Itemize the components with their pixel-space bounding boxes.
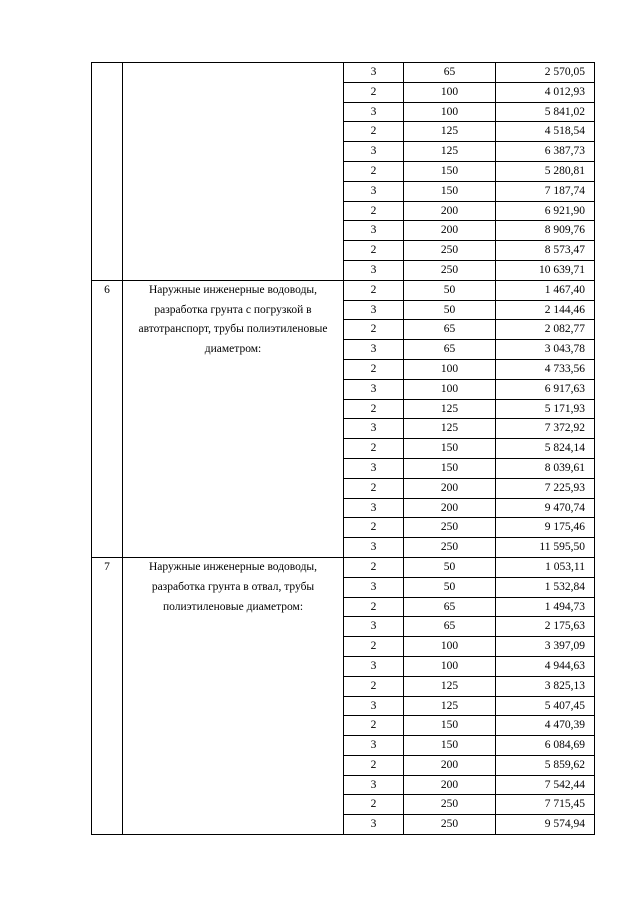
diameter-cell: 100	[404, 379, 496, 399]
price-cell: 3 043,78	[496, 340, 595, 360]
diameter-cell: 150	[404, 736, 496, 756]
category-cell: 3	[344, 102, 404, 122]
diameter-cell: 200	[404, 221, 496, 241]
price-cell: 1 053,11	[496, 557, 595, 577]
price-cell: 7 187,74	[496, 181, 595, 201]
category-cell: 2	[344, 597, 404, 617]
diameter-cell: 200	[404, 775, 496, 795]
category-cell: 3	[344, 379, 404, 399]
table-row	[92, 280, 595, 300]
diameter-cell: 200	[404, 498, 496, 518]
price-cell: 1 467,40	[496, 280, 595, 300]
price-cell: 9 175,46	[496, 518, 595, 538]
price-table-body	[92, 63, 595, 835]
price-cell: 7 542,44	[496, 775, 595, 795]
diameter-cell: 250	[404, 260, 496, 280]
diameter-cell: 100	[404, 637, 496, 657]
category-cell: 3	[344, 458, 404, 478]
category-cell: 3	[344, 260, 404, 280]
category-cell: 2	[344, 439, 404, 459]
price-cell: 6 084,69	[496, 736, 595, 756]
price-cell: 5 280,81	[496, 161, 595, 181]
price-cell: 4 944,63	[496, 656, 595, 676]
diameter-cell: 65	[404, 63, 496, 83]
price-cell: 4 470,39	[496, 716, 595, 736]
category-cell: 3	[344, 577, 404, 597]
price-cell: 1 532,84	[496, 577, 595, 597]
price-cell: 4 012,93	[496, 82, 595, 102]
diameter-cell: 200	[404, 201, 496, 221]
diameter-cell: 125	[404, 419, 496, 439]
price-cell: 3 825,13	[496, 676, 595, 696]
category-cell: 3	[344, 181, 404, 201]
table-row	[92, 63, 595, 83]
diameter-cell: 200	[404, 755, 496, 775]
category-cell: 3	[344, 696, 404, 716]
category-cell: 2	[344, 755, 404, 775]
price-cell: 6 387,73	[496, 142, 595, 162]
category-cell: 3	[344, 775, 404, 795]
diameter-cell: 65	[404, 320, 496, 340]
diameter-cell: 150	[404, 716, 496, 736]
diameter-cell: 125	[404, 142, 496, 162]
diameter-cell: 250	[404, 538, 496, 558]
category-cell: 3	[344, 221, 404, 241]
price-cell: 7 225,93	[496, 478, 595, 498]
category-cell: 2	[344, 716, 404, 736]
price-cell: 9 574,94	[496, 815, 595, 835]
price-cell: 6 917,63	[496, 379, 595, 399]
category-cell: 2	[344, 795, 404, 815]
category-cell: 2	[344, 320, 404, 340]
price-cell: 8 573,47	[496, 241, 595, 261]
price-cell: 6 921,90	[496, 201, 595, 221]
price-cell: 3 397,09	[496, 637, 595, 657]
diameter-cell: 65	[404, 597, 496, 617]
category-cell: 2	[344, 399, 404, 419]
category-cell: 3	[344, 300, 404, 320]
price-cell: 8 909,76	[496, 221, 595, 241]
diameter-cell: 250	[404, 518, 496, 538]
category-cell: 2	[344, 122, 404, 142]
diameter-cell: 125	[404, 676, 496, 696]
price-cell: 7 715,45	[496, 795, 595, 815]
price-cell: 5 859,62	[496, 755, 595, 775]
category-cell: 3	[344, 419, 404, 439]
diameter-cell: 125	[404, 399, 496, 419]
diameter-cell: 50	[404, 280, 496, 300]
item-description: Наружные инженерные водоводы, разработка грунта в отвал, трубы полиэтиленовые диаметром:	[123, 557, 344, 834]
diameter-cell: 150	[404, 439, 496, 459]
item-number: 6	[92, 280, 123, 557]
category-cell: 2	[344, 478, 404, 498]
item-description	[123, 63, 344, 281]
diameter-cell: 100	[404, 656, 496, 676]
item-number	[92, 63, 123, 281]
category-cell: 2	[344, 201, 404, 221]
category-cell: 2	[344, 161, 404, 181]
category-cell: 3	[344, 656, 404, 676]
category-cell: 3	[344, 736, 404, 756]
item-number: 7	[92, 557, 123, 834]
diameter-cell: 150	[404, 161, 496, 181]
diameter-cell: 200	[404, 478, 496, 498]
table-row	[92, 557, 595, 577]
price-cell: 2 082,77	[496, 320, 595, 340]
price-cell: 5 841,02	[496, 102, 595, 122]
price-cell: 5 824,14	[496, 439, 595, 459]
price-cell: 2 144,46	[496, 300, 595, 320]
price-cell: 9 470,74	[496, 498, 595, 518]
category-cell: 2	[344, 518, 404, 538]
category-cell: 2	[344, 82, 404, 102]
category-cell: 2	[344, 280, 404, 300]
diameter-cell: 50	[404, 557, 496, 577]
diameter-cell: 100	[404, 82, 496, 102]
diameter-cell: 100	[404, 359, 496, 379]
diameter-cell: 65	[404, 617, 496, 637]
diameter-cell: 250	[404, 795, 496, 815]
diameter-cell: 65	[404, 340, 496, 360]
price-cell: 2 570,05	[496, 63, 595, 83]
price-cell: 10 639,71	[496, 260, 595, 280]
category-cell: 3	[344, 538, 404, 558]
price-table	[91, 62, 595, 835]
category-cell: 3	[344, 142, 404, 162]
category-cell: 2	[344, 359, 404, 379]
diameter-cell: 250	[404, 241, 496, 261]
item-description: Наружные инженерные водоводы, разработка грунта с погрузкой в автотранспорт, трубы полиэтиленовые диаметром:	[123, 280, 344, 557]
category-cell: 2	[344, 557, 404, 577]
price-cell: 7 372,92	[496, 419, 595, 439]
category-cell: 2	[344, 637, 404, 657]
price-cell: 1 494,73	[496, 597, 595, 617]
diameter-cell: 150	[404, 458, 496, 478]
diameter-cell: 50	[404, 577, 496, 597]
category-cell: 3	[344, 63, 404, 83]
price-cell: 2 175,63	[496, 617, 595, 637]
diameter-cell: 250	[404, 815, 496, 835]
price-cell: 11 595,50	[496, 538, 595, 558]
category-cell: 2	[344, 676, 404, 696]
category-cell: 3	[344, 815, 404, 835]
diameter-cell: 100	[404, 102, 496, 122]
price-cell: 5 171,93	[496, 399, 595, 419]
price-cell: 4 518,54	[496, 122, 595, 142]
price-cell: 5 407,45	[496, 696, 595, 716]
diameter-cell: 50	[404, 300, 496, 320]
diameter-cell: 125	[404, 122, 496, 142]
category-cell: 3	[344, 617, 404, 637]
category-cell: 2	[344, 241, 404, 261]
diameter-cell: 125	[404, 696, 496, 716]
category-cell: 3	[344, 340, 404, 360]
diameter-cell: 150	[404, 181, 496, 201]
category-cell: 3	[344, 498, 404, 518]
price-cell: 4 733,56	[496, 359, 595, 379]
price-cell: 8 039,61	[496, 458, 595, 478]
